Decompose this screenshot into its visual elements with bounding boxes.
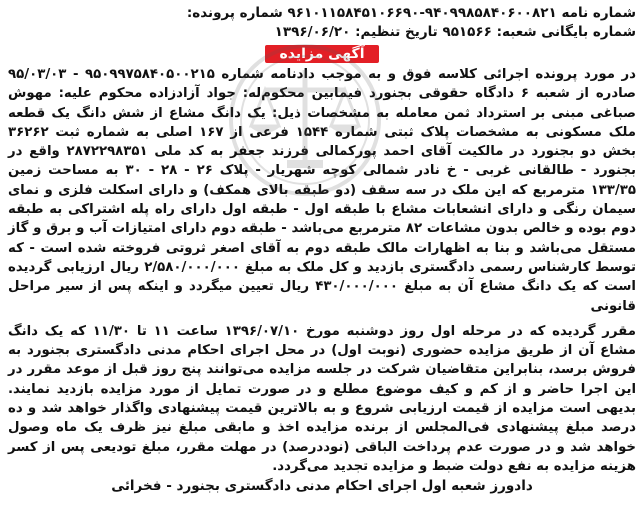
signature-line: دادورز شعبه اول اجرای احکام مدنی دادگستری بجنورد - فخرائی [111, 478, 533, 495]
letter-and-case-number: شماره نامه ۹۴۰۹۹۸۵۸۴۰۶۰۰۸۲۱-۹۶۱۰۱۱۵۸۴۵۱۰۶۶۹۰ شماره پرونده: [186, 5, 636, 21]
title-container [8, 43, 636, 63]
archive-number-and-date: شماره بایگانی شعبه: ۹۵۱۵۶۶ تاریخ تنظیم: ۱۳۹۶/۰۶/۲۰ [274, 24, 636, 40]
auction-conditions: مقرر گردیده که در مرحله اول روز دوشنبه مورخ ۱۳۹۶/۰۷/۱۰ ساعت ۱۱ تا ۱۱/۳۰ که یک دانگ مشاع آن از طریق مزایده حضوری (نوبت اول) در محل اجرای احکام مدنی دادگستری بجنورد به فروش برسد، بنابراین متقاضیان شرکت در جلسه مزایده می‌توانند پنج روز قبل از موعد مقرر در این اجرا حاضر و از کم و کیف موضوع مطلع و در صورت تمایل از مورد مزایده بازدید نمایند. بدیهی است مزایده از قیمت ارزیابی شروع و به بالاترین قیمت پیشنهادی واگذار خواهد شد و ده درصد مبلغ پیشنهادی فی‌المجلس از برنده مزایده اخذ و مابقی مبلغ نیز ظرف یک ماه وصول خواهد شد و در صورت عدم پرداخت الباقی (نوددرصد) در مهلت مقرر، مبلغ تودیعی پس از کسر هزینه مزایده به نفع دولت ضبط و مزایده تجدید می‌گردد. [8, 323, 636, 474]
notice-title: آگهی مزایده [265, 45, 378, 63]
case-and-property-description: در مورد پرونده اجرائی کلاسه فوق و به موجب دادنامه شماره ۹۵۰۹۹۷۵۸۴۰۵۰۰۲۱۵ - ۹۵/۰۳/۰۳ صادره از شعبه ۶ دادگاه حقوقی بجنورد فیمابین محکوم‌له: جواد آزادزاده محکوم علیه: مهوش صباغی مبنی بر استرداد ثمن معامله به مشخصات ذیل: یک دانگ مشاع از شش دانگ یک قطعه ملک مسکونی به مشخصات پلاک ثبتی شماره ۱۵۴۴ فرعی از ۱۶۷ اصلی به شماره ثبت ۳۶۲۶۲ بخش دو بجنورد در مالکیت آقای احمد پورکمالی فرزند جعفر به کد ملی ۲۸۷۲۲۹۸۳۵۱ واقع در بجنورد - طالقانی غربی - خ نادر شمالی کوچه شهریار - پلاک ۲۶ - ۲۸ - ۳۰ به مساحت زمین ۱۳۳/۳۵ مترمربع که این ملک در سه سقف (دو طبقه بالای همکف) و دارای اسکلت فلزی و نمای سیمان رنگی و دارای انشعابات مشاع با طبقه اول - طبقه اول دارای راه پله اشتراکی به طبقه دوم بوده و خالص بدون مشاعات ۸۲ مترمربع می‌باشد - طبقه دوم دارای امتیازات آب و برق و گاز مستقل می‌باشد و بنا به اظهارات مالک طبقه دوم به آقای اصغر ثروتی فروخته شده است - که توسط کارشناس رسمی دادگستری بازدید و کل ملک به مبلغ ۲/۵۸۰/۰۰۰/۰۰۰ ریال ارزیابی گردیده است که یک دانگ مشاع آن به مبلغ ۴۳۰/۰۰۰/۰۰۰ ریال تعیین میگردد و اینکه پس از سیر مراحل قانونی [8, 67, 637, 314]
